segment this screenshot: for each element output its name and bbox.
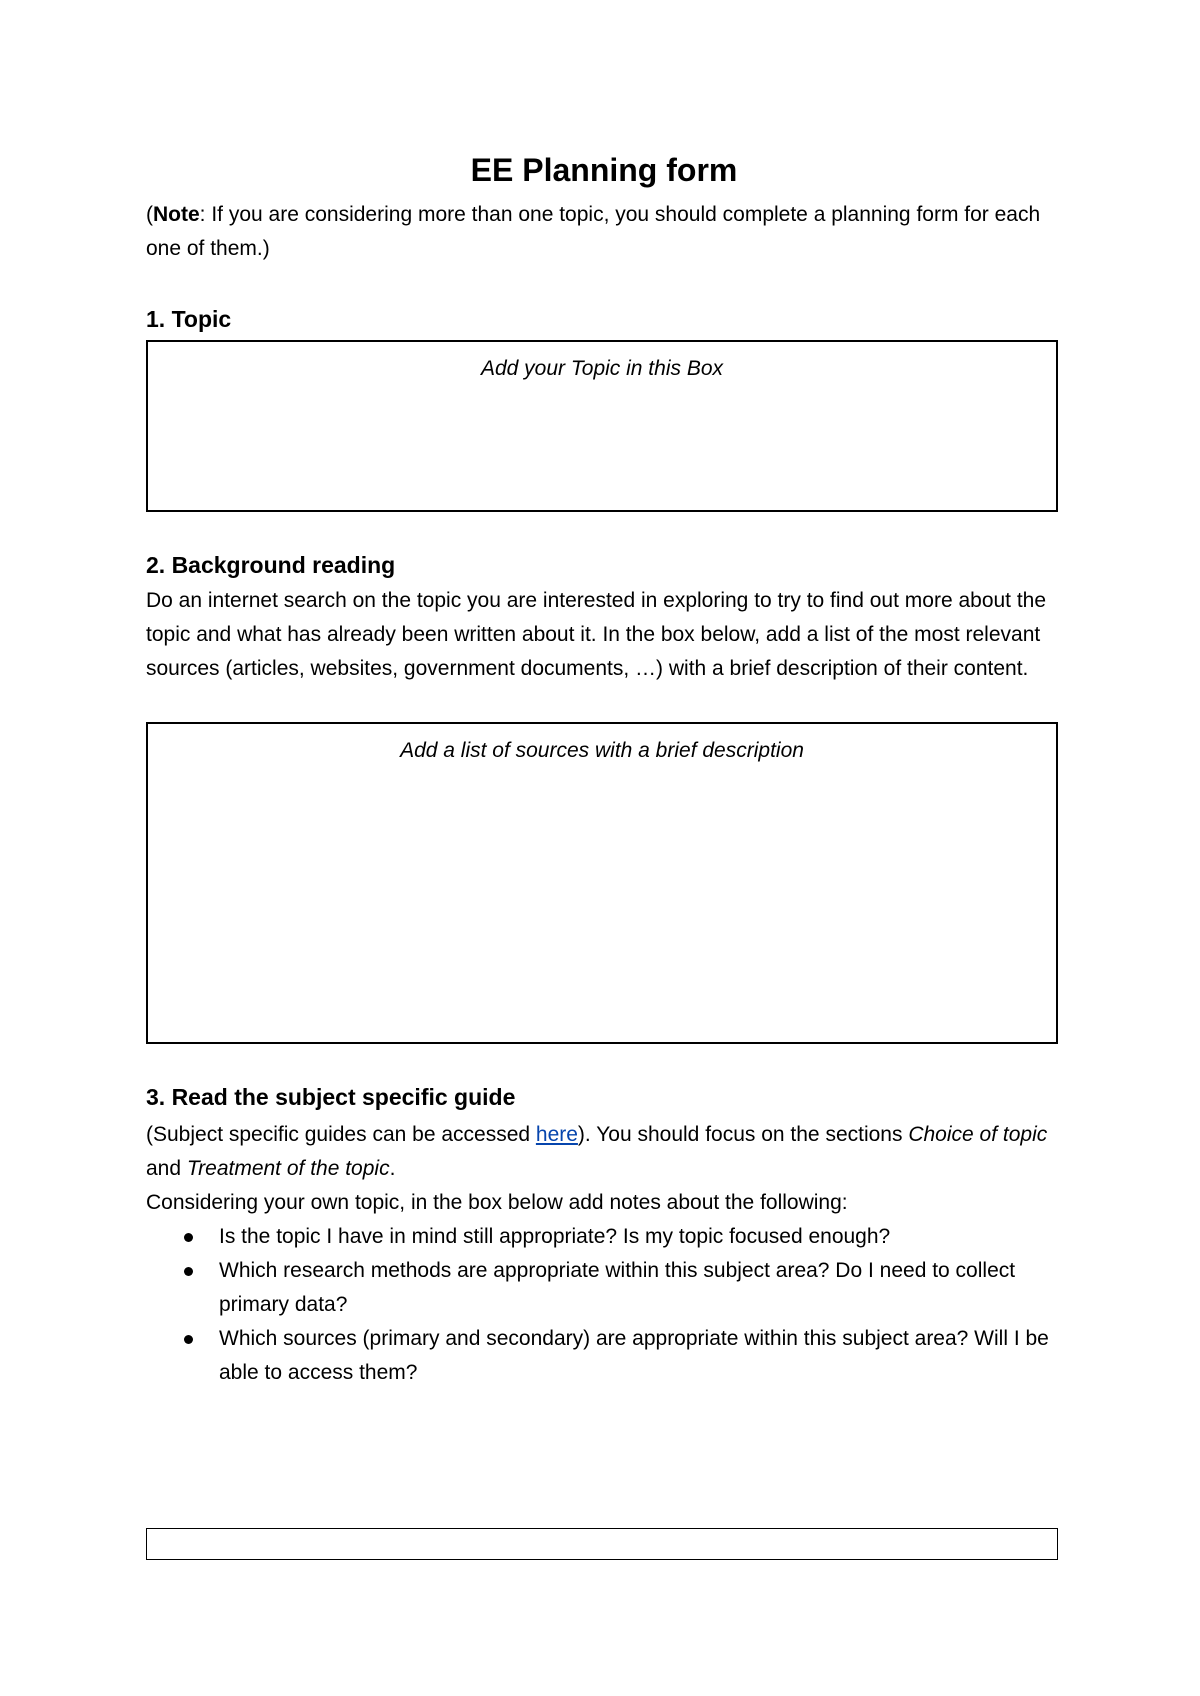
italic-choice-of-topic: Choice of topic bbox=[908, 1123, 1048, 1146]
section-3-intro bbox=[146, 1118, 1062, 1220]
bullet-icon bbox=[184, 1233, 193, 1242]
list-item-text: Which research methods are appropriate within this subject area? Do I need to collect primary data? bbox=[219, 1259, 1016, 1316]
note-text: : If you are considering more than one topic, you should complete a planning form for each one of them.) bbox=[146, 203, 1041, 260]
subject-guides-link[interactable]: here bbox=[535, 1123, 578, 1146]
section-2-heading: 2. Background reading bbox=[146, 552, 396, 578]
list-item-text: Is the topic I have in mind still appropriate? Is my topic focused enough? bbox=[219, 1225, 891, 1248]
note-open-paren: ( bbox=[146, 203, 153, 226]
list-item bbox=[146, 1322, 1062, 1390]
list-item bbox=[146, 1220, 1062, 1254]
italic-treatment-of-topic: Treatment of the topic bbox=[186, 1157, 390, 1180]
intro-period: . bbox=[389, 1157, 396, 1180]
section-2-description: Do an internet search on the topic you are interested in exploring to try to find out more about the topic and what has already been written about it. In the box below, add a list of the most relevant sources (articles, websites, government documents, …) with a brief description of their content. bbox=[146, 589, 1047, 680]
considering-text: Considering your own topic, in the box below add notes about the following: bbox=[146, 1191, 848, 1214]
notes-input-box[interactable] bbox=[146, 1528, 1058, 1560]
sources-box-placeholder: Add a list of sources with a brief description bbox=[400, 739, 804, 762]
list-item bbox=[146, 1254, 1062, 1322]
note-label: Note bbox=[153, 203, 200, 226]
intro-before-link: (Subject specific guides can be accessed bbox=[146, 1123, 536, 1146]
questions-list bbox=[146, 1220, 1062, 1390]
intro-after-link: ). You should focus on the sections bbox=[577, 1123, 909, 1146]
list-item-text: Which sources (primary and secondary) are appropriate within this subject area? Will I be able to access them? bbox=[219, 1327, 1049, 1384]
section-3-heading: 3. Read the subject specific guide bbox=[146, 1084, 516, 1110]
topic-box-placeholder: Add your Topic in this Box bbox=[480, 357, 724, 380]
bullet-icon bbox=[184, 1335, 193, 1344]
bullet-icon bbox=[184, 1267, 193, 1276]
section-1-heading: 1. Topic bbox=[146, 306, 232, 332]
note-paragraph bbox=[146, 198, 1062, 266]
topic-input-box[interactable] bbox=[146, 340, 1058, 512]
and-text: and bbox=[146, 1157, 187, 1180]
page-title: EE Planning form bbox=[470, 152, 738, 188]
sources-input-box[interactable] bbox=[146, 722, 1058, 1044]
